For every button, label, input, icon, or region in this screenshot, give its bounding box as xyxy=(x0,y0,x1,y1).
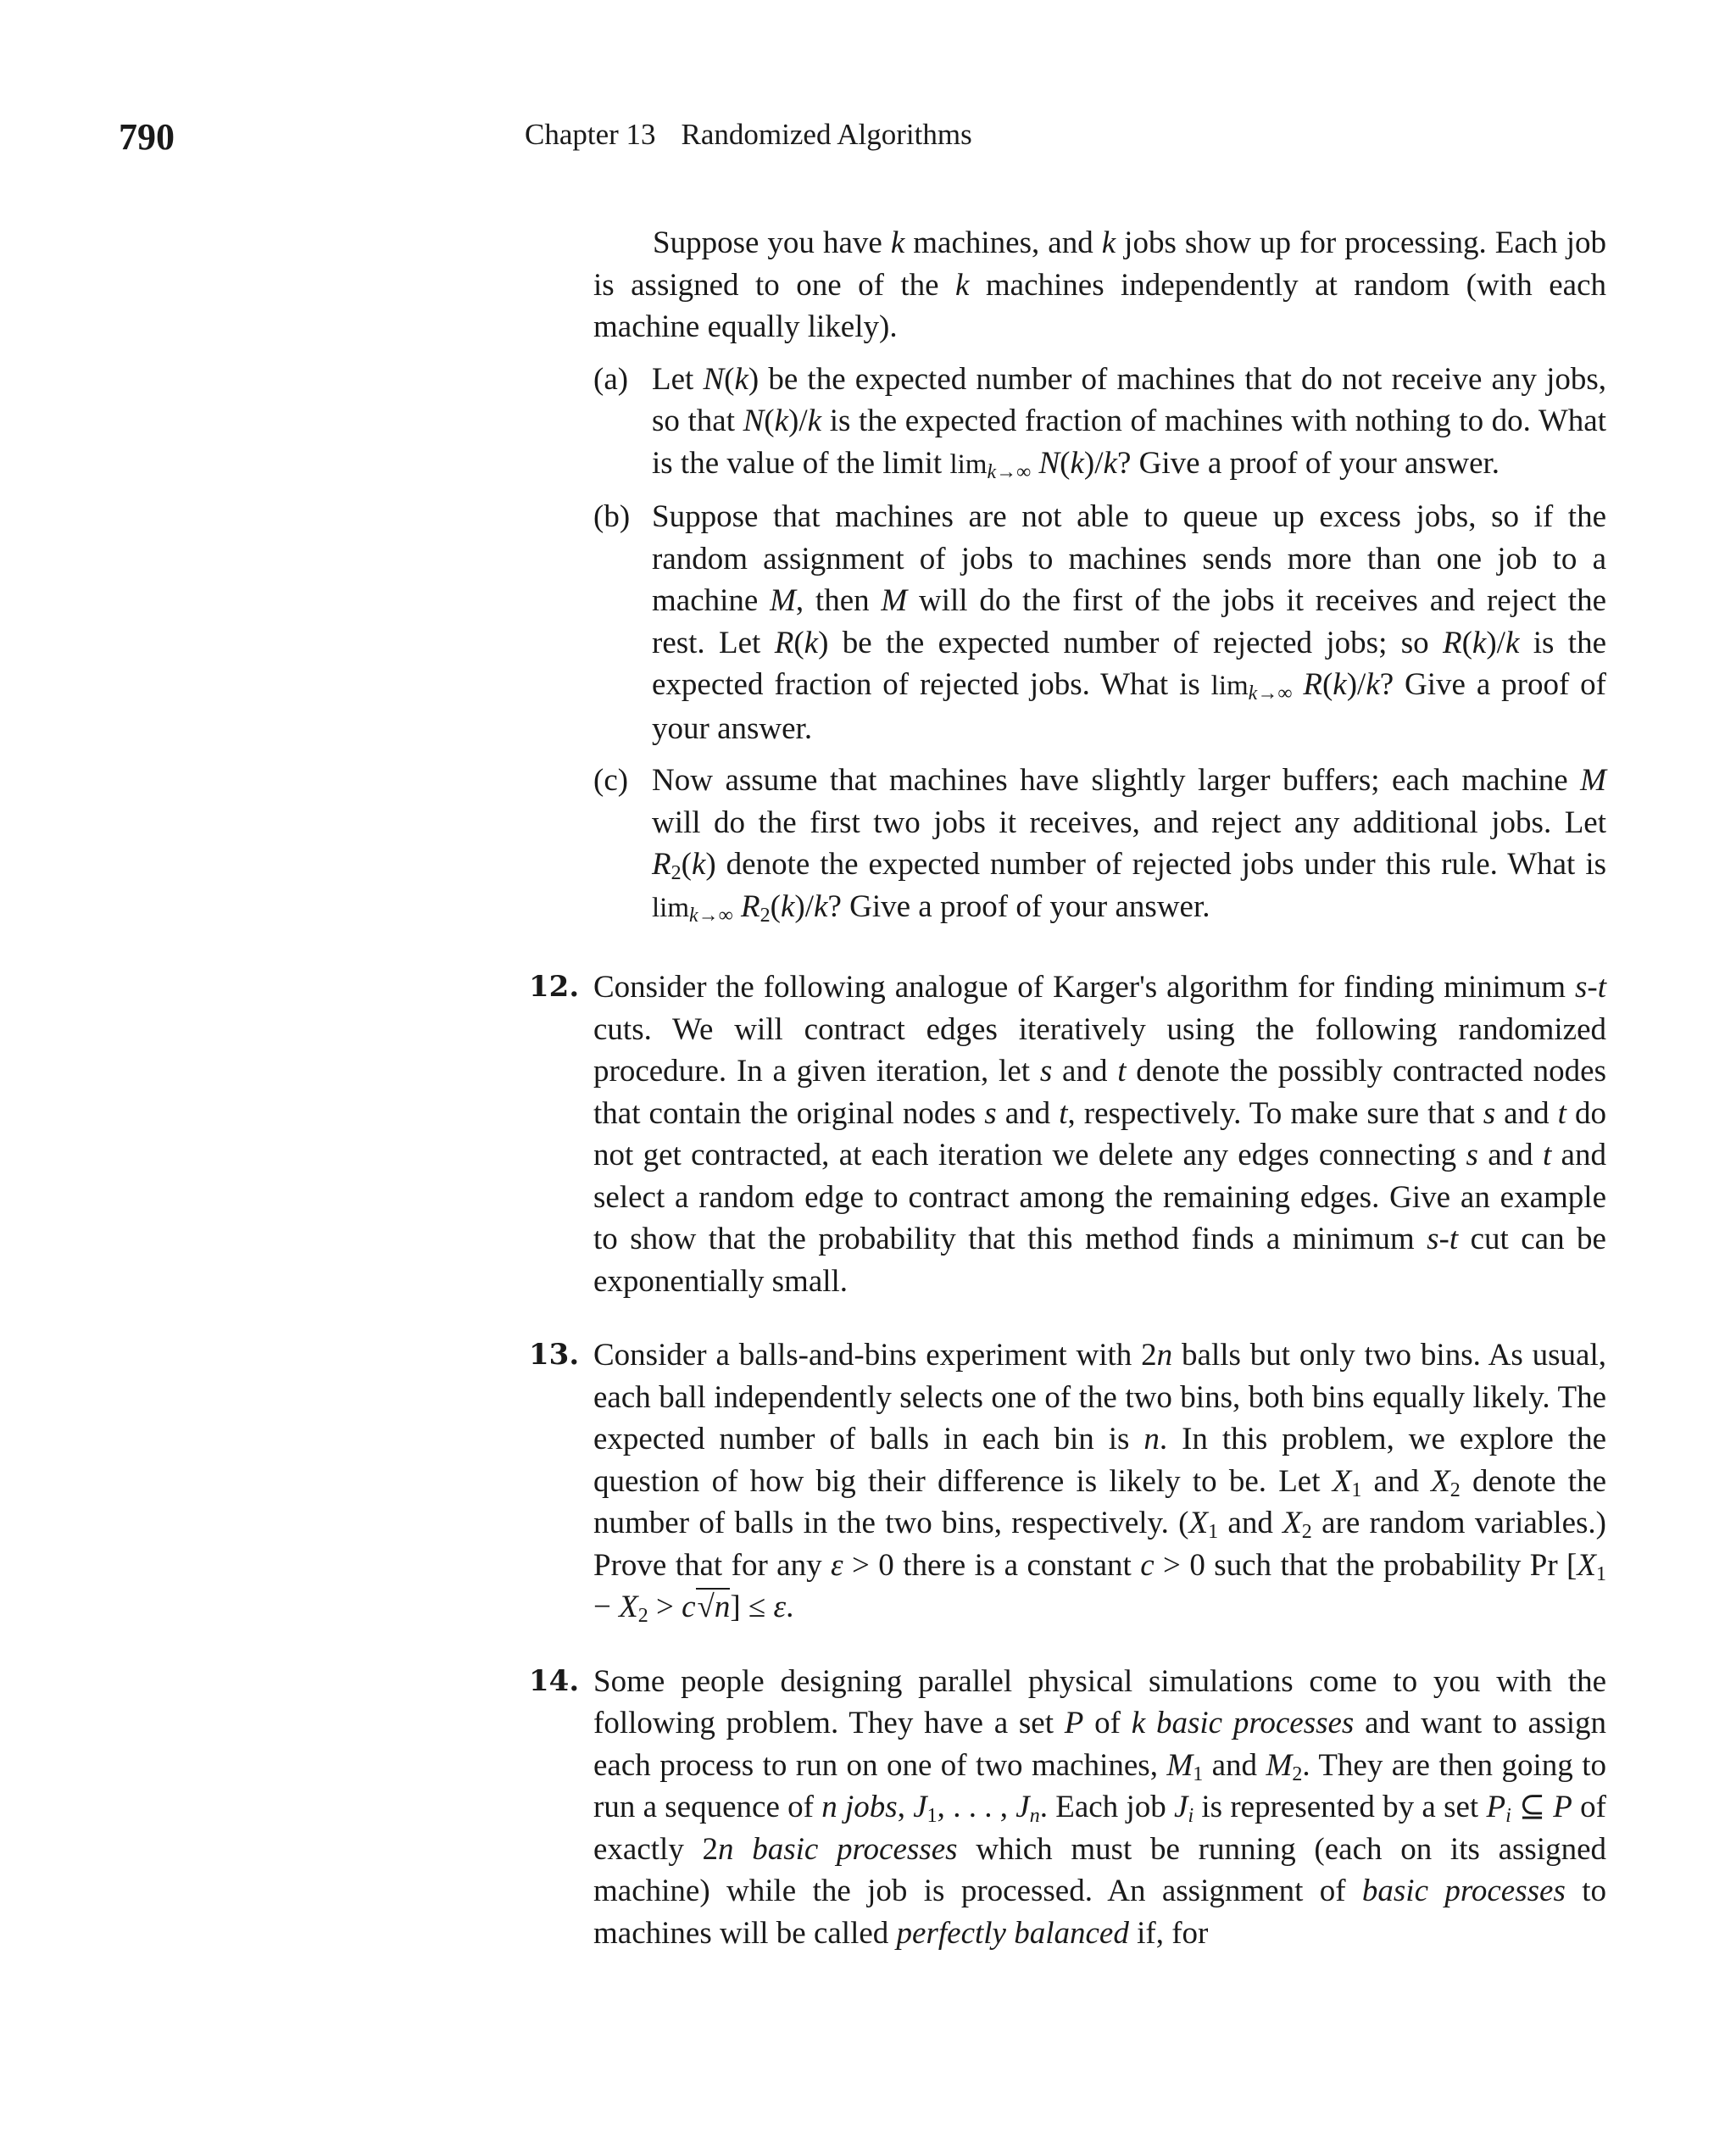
exercise-text: Consider a balls-and-bins experiment with 2n balls but only two bins. As usual, each ball independently selects one of the two bins, both bins equally likely. The expected number of balls in each bin is n. In this problem, we explore the question of how big their difference is likely to be. Let $X_1$ and $X_2$ denote the number of balls in the two bins, respectively. ($X_1$ and $X_2$ are random variables.) Prove that for any ε > 0 there is a constant c > 0 such that the probability Pr $[X_1 - X_2 > c√n] \le \varepsilon$. xyxy=(593,1338,1607,1627)
exercise-14 xyxy=(529,1661,1607,1955)
exercise-11-part-b xyxy=(593,496,1606,749)
part-label: (b) xyxy=(593,499,631,534)
exercise-text: Some people designing parallel physical simulations come to you with the following problem. They have a set P of k basic processes and want to assign each process to run on one of two machines, $M_1$ and $M_2$. They are then going to run a sequence of n jobs, $J_1$, . . . , $J_n$. Each job $J_i$ is represented by a set $P_i$ ⊆ P of exactly 2n basic processes which must be running (each on its assigned machine) while the job is processed. An assignment of basic processes to machines will be called perfectly balanced if, for xyxy=(593,1663,1607,1951)
chapter-title: Randomized Algorithms xyxy=(681,118,972,151)
page-body xyxy=(529,222,1607,1954)
exercise-11-part-c xyxy=(593,760,1606,929)
exercise-13 xyxy=(529,1334,1607,1629)
part-text: Now assume that machines have slightly larger buffers; each machine M will do the first two jobs it receives, and reject any additional jobs. Let $R_2(k)$ denote the expected number of rejected jobs under this rule. What is $\lim_{k\to\infty} R_2(k)/k$? Give a proof of your answer. xyxy=(652,763,1606,927)
exercise-number: 13. xyxy=(529,1338,580,1372)
page-number: 790 xyxy=(119,116,175,158)
exercise-text: Consider the following analogue of Karger's algorithm for finding minimum s-t cuts. We will contract edges iteratively using the following randomized procedure. In a given iteration, let s and t denote the possibly contracted nodes that contain the original nodes s and t, respectively. To make sure that s and t do not get contracted, at each iteration we delete any edges connecting s and t and select a random edge to contract among the remaining edges. Give an example to show that the probability that this method finds a minimum s-t cut can be exponentially small. xyxy=(593,970,1607,1299)
part-text: Let N(k) be the expected number of machines that do not receive any jobs, so that N(k)/k is the expected fraction of machines with nothing to do. What is the value of the limit $\lim_{k\to\infty} N(k)/k$? Give a proof of your answer. xyxy=(652,361,1606,483)
chapter-label: Chapter 13 xyxy=(525,118,656,151)
exercise-11-intro: Suppose you have k machines, and k jobs show up for processing. Each job is assigned to one of the k machines independently at random (with each machine equally likely). xyxy=(593,226,1606,344)
part-label: (a) xyxy=(593,361,629,397)
exercise-number: 14. xyxy=(529,1663,580,1698)
running-head xyxy=(525,114,972,156)
exercise-12 xyxy=(529,966,1607,1302)
exercise-number: 12. xyxy=(529,970,580,1004)
part-text: Suppose that machines are not able to queue up excess jobs, so if the random assignment of jobs to machines sends more than one job to a machine M, then M will do the first of the jobs it receives and reject the rest. Let R(k) be the expected number of rejected jobs; so R(k)/k is the expected fraction of rejected jobs. What is $\lim_{k\to\infty} R(k)/k$? Give a proof of your answer. xyxy=(652,499,1607,746)
part-label: (c) xyxy=(593,763,629,798)
exercise-11-part-a xyxy=(593,359,1606,487)
